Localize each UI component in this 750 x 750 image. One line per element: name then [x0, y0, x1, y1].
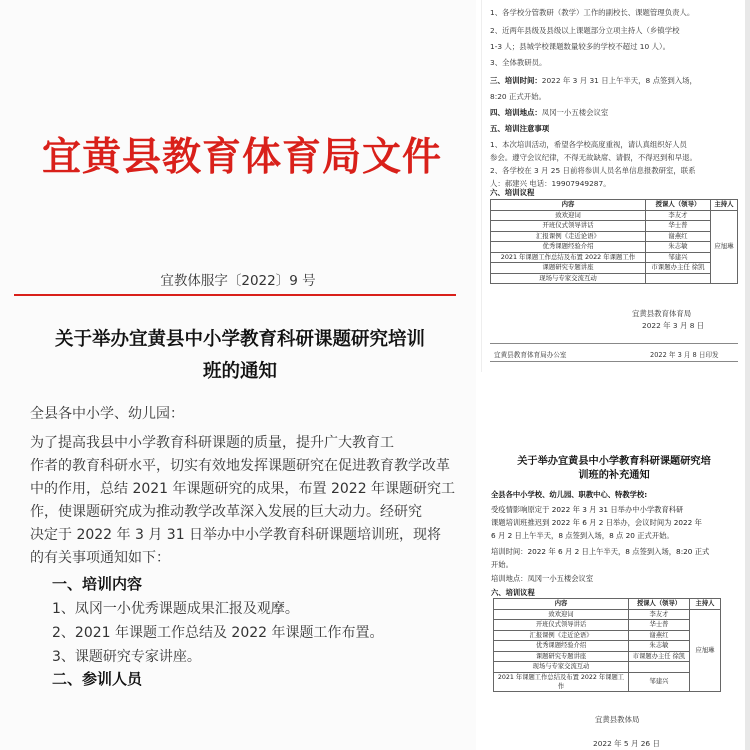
table-cell: 开班仪式领导讲话 [494, 620, 629, 631]
right-bottom-document-page [483, 400, 745, 750]
signature-date: 2022 年 5 月 26 日 [593, 739, 660, 748]
text-line: 3、全体教研员。 [490, 58, 547, 67]
table-header-cell: 内容 [494, 599, 629, 610]
notice-title-line-1: 关于举办宜黄县中小学教育科研课题研究培训 [54, 329, 425, 350]
greeting: 全县各中小学校、幼儿园、职教中心、特教学校: [491, 490, 648, 499]
table-header-row [491, 200, 738, 211]
text-line: 1、本次培训活动，希望各学校高度重视，请认真组织好人员 [490, 140, 687, 149]
training-place-line [490, 108, 608, 118]
table-cell: 2021 年课题工作总结及布置 2022 年课题工作 [494, 672, 629, 691]
table-cell: 李友才 [646, 210, 711, 221]
table-cell: 谢燕红 [629, 630, 690, 641]
body-line: 全县各中小学、幼儿园： [30, 406, 184, 422]
table-cell: 华士普 [629, 620, 690, 631]
training-time-label: 三、培训时间： [490, 76, 542, 85]
agenda-table [493, 598, 721, 692]
document-number: 宜教体服字〔2022〕9 号 [160, 273, 316, 289]
table-header-cell: 内容 [491, 200, 646, 211]
table-cell: 2021 年课题工作总结及布置 2022 年课题工作 [491, 252, 646, 263]
table-cell: 课题研究专题讲座 [491, 263, 646, 274]
table-row [494, 641, 721, 652]
body-line: 作者的教育科研水平，切实有效地发挥课题研究在促进教育教学改革 [30, 458, 450, 474]
table-header-cell: 主持人 [690, 599, 721, 610]
table-cell: 华士普 [646, 221, 711, 232]
text-line: 2、近两年县级及县级以上课题部分立项主持人（乡镇学校 [490, 26, 680, 35]
text-line: 人：郝建兴 电话：19907949287。 [490, 179, 611, 188]
table-cell: 课题研究专题讲座 [494, 651, 629, 662]
text-line: 1、各学校分管教研（教学）工作的副校长、课题管理负责人。 [490, 8, 695, 17]
table-row [491, 242, 738, 253]
table-row [491, 252, 738, 263]
body-line: 中的作用，总结 2021 年课题研究的成果，布置 2022 年课题研究工 [30, 481, 456, 497]
text-line: 培训时间：2022 年 6 月 2 日上午半天，8 点签到入场，8:20 正式 [491, 547, 710, 556]
body-line: 决定于 2022 年 3 月 31 日举办中小学教育科研课题培训班，现将 [30, 527, 442, 543]
table-cell: 李友才 [629, 609, 690, 620]
body-line: 为了提高我县中小学教育科研课题的质量，提升广大教育工 [30, 435, 394, 451]
training-place-value: 凤冈一小五楼会议室 [541, 108, 609, 117]
page-edge-strip [745, 0, 750, 750]
body-line: 的有关事项通知如下： [30, 550, 170, 566]
table-row [494, 662, 721, 673]
table-row [491, 273, 738, 284]
table-cell: 现场与专家交流互动 [494, 662, 629, 673]
table-cell: 致欢迎词 [494, 609, 629, 620]
table-cell: 朱志敏 [646, 242, 711, 253]
table-header-cell: 主持人 [711, 200, 738, 211]
text-line: 开始。 [491, 560, 513, 569]
footer-office: 宜黄县教育体育局办公室 [494, 351, 567, 359]
document-header-title: 宜黄县教育体育局文件 [41, 134, 442, 180]
text-line: 培训地点：凤冈一小五楼会议室 [491, 574, 594, 583]
table-cell: 优秀课题经验介绍 [491, 242, 646, 253]
table-cell: 优秀课题经验介绍 [494, 641, 629, 652]
table-cell: 邹建兴 [629, 672, 690, 691]
signature-organization: 宜黄县教体局 [595, 715, 640, 724]
section-heading-notes: 五、培训注意事项 [490, 124, 550, 133]
text-line: 受疫情影响原定于 2022 年 3 月 31 日举办中小学教育科研 [491, 505, 684, 514]
notice-title-line-2: 班的通知 [202, 361, 277, 382]
list-item: 2、2021 年课题工作总结及 2022 年课题工作布置。 [52, 625, 384, 641]
section-heading-agenda: 六、培训议程 [491, 588, 535, 597]
signature-date: 2022 年 3 月 8 日 [642, 321, 705, 330]
training-place-label: 四、培训地点： [490, 108, 542, 117]
table-cell: 朱志敏 [629, 641, 690, 652]
supplementary-notice-title [487, 455, 741, 483]
table-row [491, 263, 738, 274]
table-cell: 致欢迎词 [491, 210, 646, 221]
table-header-cell: 授课人（领导） [646, 200, 711, 211]
red-divider-line [14, 294, 456, 296]
host-cell: 应旭琳 [690, 609, 721, 691]
signature-organization: 宜黄县教育体育局 [632, 309, 692, 318]
text-line: 6 月 2 日上午半天，8 点签到入场，8 点 20 正式开始。 [491, 531, 674, 540]
text-line: 1-3 人；县城学校课题数量较多的学校不超过 10 人）。 [490, 42, 671, 51]
table-header-cell: 授课人（领导） [629, 599, 690, 610]
table-cell [629, 662, 690, 673]
text-line: 8:20 正式开始。 [490, 92, 546, 101]
footer-print-date: 2022 年 3 月 8 日印发 [650, 351, 719, 359]
table-row [491, 231, 738, 242]
footer-rule [490, 343, 738, 344]
right-top-document-page [481, 0, 746, 372]
table-cell: 市课题办主任 徐凯 [629, 651, 690, 662]
training-time-value: 2022 年 3 月 31 日上午半天，8 点签到入场， [541, 76, 697, 85]
section-heading-participants: 二、参训人员 [52, 670, 143, 688]
table-cell [646, 273, 711, 284]
supplementary-title-line-2: 训班的补充通知 [578, 470, 650, 481]
table-cell: 邹建兴 [646, 252, 711, 263]
host-cell: 应旭琳 [711, 210, 738, 284]
table-row [494, 672, 721, 691]
table-row [494, 651, 721, 662]
table-row [494, 609, 721, 620]
list-item: 3、课题研究专家讲座。 [52, 649, 201, 665]
text-line: 2、各学校在 3 月 25 日前将参训人员名单信息报教研室，联系 [490, 166, 696, 175]
text-line: 课题培训班推迟到 2022 年 6 月 2 日举办，会议时间为 2022 年 [491, 518, 702, 527]
table-row [491, 221, 738, 232]
body-line: 作，使课题研究成为推动教学改革深入发展的巨大动力。经研究 [30, 504, 422, 520]
table-cell: 现场与专家交流互动 [491, 273, 646, 284]
table-cell: 汇报课例《走近论语》 [491, 231, 646, 242]
training-time-line [490, 76, 697, 86]
table-cell: 开班仪式领导讲话 [491, 221, 646, 232]
footer-rule [490, 361, 738, 362]
table-cell: 汇报课例《走近论语》 [494, 630, 629, 641]
agenda-table [490, 199, 738, 284]
notice-title [16, 324, 464, 388]
section-heading-training-content: 一、培训内容 [52, 575, 143, 593]
table-cell: 谢燕红 [646, 231, 711, 242]
text-line: 参会。遵守会议纪律，不得无故缺席、请假，不得迟到和早退。 [490, 153, 697, 162]
table-cell: 市课题办主任 徐凯 [646, 263, 711, 274]
section-heading-agenda: 六、培训议程 [490, 188, 535, 197]
table-row [494, 630, 721, 641]
supplementary-title-line-1: 关于举办宜黄县中小学教育科研课题研究培 [517, 456, 711, 467]
list-item: 1、凤冈一小优秀课题成果汇报及观摩。 [52, 601, 299, 617]
table-row [491, 210, 738, 221]
table-header-row [494, 599, 721, 610]
table-row [494, 620, 721, 631]
